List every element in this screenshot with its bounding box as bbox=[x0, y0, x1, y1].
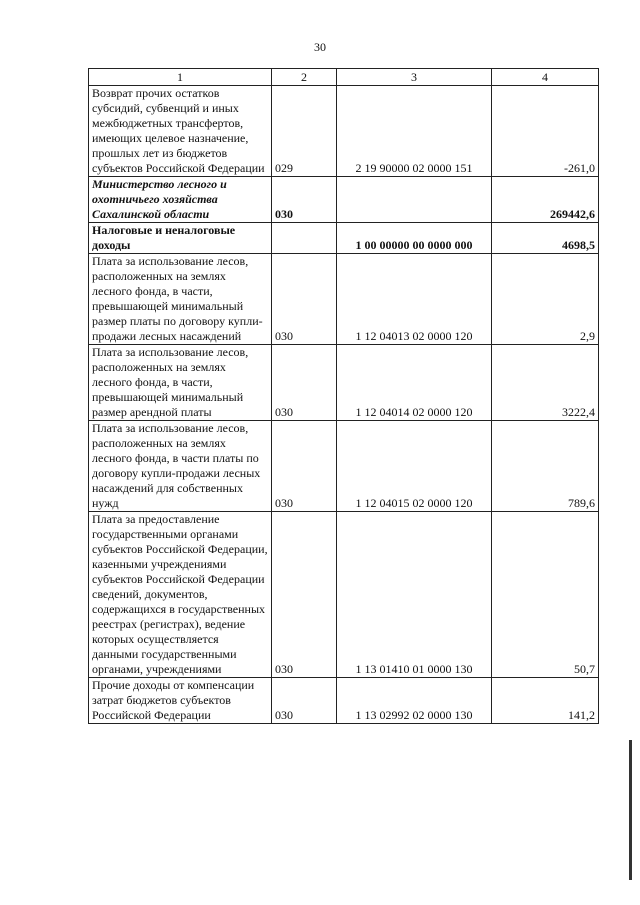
row-budget-code: 1 12 04015 02 0000 120 bbox=[337, 421, 492, 512]
row-admin-code: 030 bbox=[272, 177, 337, 223]
row-admin-code: 029 bbox=[272, 86, 337, 177]
row-budget-code: 1 12 04014 02 0000 120 bbox=[337, 345, 492, 421]
column-header-1: 1 bbox=[89, 69, 272, 86]
row-amount: 3222,4 bbox=[492, 345, 599, 421]
table-row bbox=[89, 223, 599, 254]
row-admin-code: 030 bbox=[272, 254, 337, 345]
row-name: Плата за предоставление государственными органами субъектов Российской Федерации, казенными учреждениями субъектов Российской Федерации сведений, документов, содержащихся в государственных реестрах (регистрах), ведение которых осуществляется данными государственными органами, учреждениями bbox=[89, 512, 272, 678]
row-admin-code: 030 bbox=[272, 512, 337, 678]
row-name: Возврат прочих остатков субсидий, субвенций и иных межбюджетных трансфертов, имеющих целевое назначение, прошлых лет из бюджетов субъектов Российской Федерации bbox=[89, 86, 272, 177]
row-amount: 269442,6 bbox=[492, 177, 599, 223]
row-amount: 4698,5 bbox=[492, 223, 599, 254]
row-name: Министерство лесного и охотничьего хозяйства Сахалинской области bbox=[89, 177, 272, 223]
table-row bbox=[89, 177, 599, 223]
row-name: Плата за использование лесов, расположенных на землях лесного фонда, в части, превышающей минимальный размер арендной платы bbox=[89, 345, 272, 421]
row-admin-code: 030 bbox=[272, 678, 337, 724]
row-name: Прочие доходы от компенсации затрат бюджетов субъектов Российской Федерации bbox=[89, 678, 272, 724]
row-budget-code: 1 00 00000 00 0000 000 bbox=[337, 223, 492, 254]
row-amount: 50,7 bbox=[492, 512, 599, 678]
table-row bbox=[89, 345, 599, 421]
table-header-row bbox=[89, 69, 599, 86]
revenue-table bbox=[88, 68, 599, 724]
row-amount: -261,0 bbox=[492, 86, 599, 177]
table-row bbox=[89, 254, 599, 345]
row-amount: 141,2 bbox=[492, 678, 599, 724]
row-name: Плата за использование лесов, расположенных на землях лесного фонда, в части платы по договору купли-продажи лесных насаждений для собственных нужд bbox=[89, 421, 272, 512]
row-budget-code: 2 19 90000 02 0000 151 bbox=[337, 86, 492, 177]
row-budget-code: 1 13 01410 01 0000 130 bbox=[337, 512, 492, 678]
row-budget-code bbox=[337, 177, 492, 223]
row-budget-code: 1 13 02992 02 0000 130 bbox=[337, 678, 492, 724]
row-admin-code: 030 bbox=[272, 345, 337, 421]
row-admin-code bbox=[272, 223, 337, 254]
table-row bbox=[89, 86, 599, 177]
row-admin-code: 030 bbox=[272, 421, 337, 512]
row-amount: 789,6 bbox=[492, 421, 599, 512]
table-row bbox=[89, 678, 599, 724]
row-name: Налоговые и неналоговые доходы bbox=[89, 223, 272, 254]
column-header-4: 4 bbox=[492, 69, 599, 86]
table-row bbox=[89, 421, 599, 512]
row-amount: 2,9 bbox=[492, 254, 599, 345]
column-header-3: 3 bbox=[337, 69, 492, 86]
table-row bbox=[89, 512, 599, 678]
row-name: Плата за использование лесов, расположенных на землях лесного фонда, в части, превышающей минимальный размер платы по договору купли-продажи лесных насаждений bbox=[89, 254, 272, 345]
column-header-2: 2 bbox=[272, 69, 337, 86]
row-budget-code: 1 12 04013 02 0000 120 bbox=[337, 254, 492, 345]
page-number: 30 bbox=[314, 40, 326, 54]
scan-edge-mark bbox=[629, 740, 632, 880]
